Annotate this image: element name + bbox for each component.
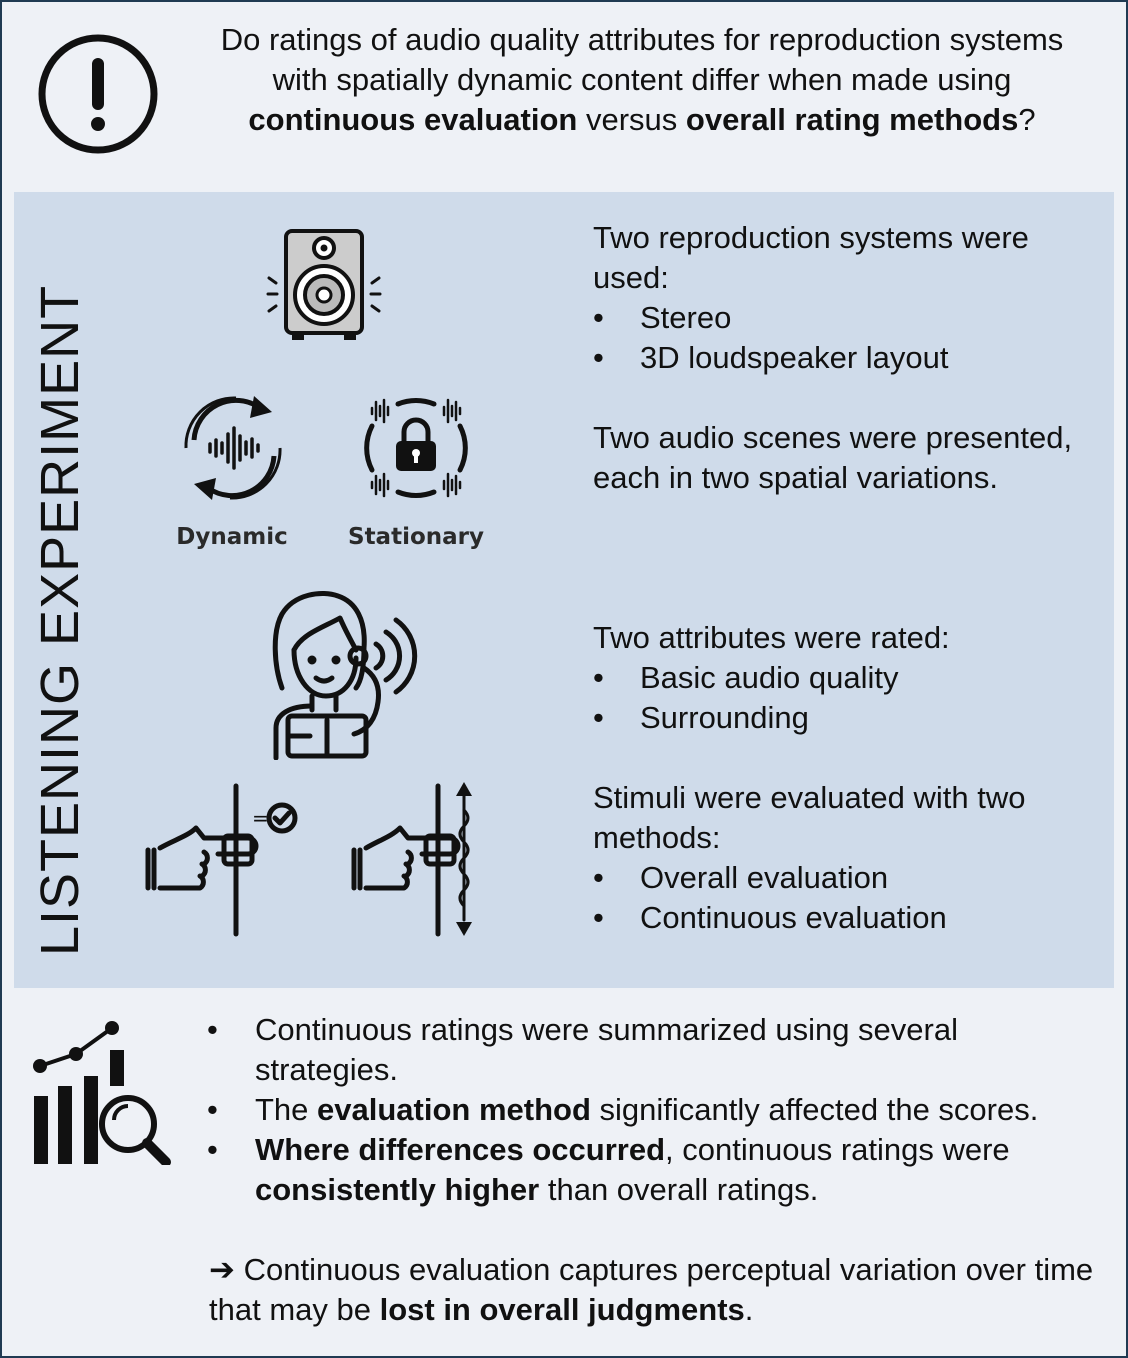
stationary-audio-icon (354, 388, 478, 508)
attributes-item-baq: • Basic audio quality (593, 658, 1093, 698)
scenes-text: Two audio scenes were presented, each in two spatial variations. (593, 420, 1073, 495)
systems-intro: Two reproduction systems were used: (593, 220, 1029, 295)
continuous-slider-icon (346, 780, 496, 940)
overall-slider-icon (144, 780, 304, 940)
exclamation-circle-icon (36, 32, 160, 156)
analytics-magnifier-icon (32, 1020, 172, 1165)
methods-block (593, 778, 1093, 938)
attributes-item-surrounding: • Surrounding (593, 698, 1093, 738)
loudspeaker-icon (264, 226, 384, 344)
results-section (2, 992, 1126, 1352)
finding-item: • The evaluation method significantly affected the scores. (207, 1090, 1107, 1130)
listening-experiment-section (14, 192, 1114, 988)
dynamic-caption: Dynamic (176, 524, 288, 550)
finding-item: • Where differences occurred, continuous ratings were consistently higher than overall ratings. (207, 1130, 1107, 1210)
listener-icon (260, 588, 440, 760)
reproduction-systems-block (593, 218, 1093, 378)
methods-intro: Stimuli were evaluated with two methods: (593, 780, 1026, 855)
conclusion-text: ➔ Continuous evaluation captures perceptual variation over time that may be lost in overall judgments. (209, 1252, 1094, 1327)
systems-item-stereo: • Stereo (593, 298, 1093, 338)
svg-text:=: = (252, 806, 269, 830)
research-question: Do ratings of audio quality attributes for reproduction systems with spatially dynamic content differ when made using continuous evaluation versus overall rating methods? (220, 22, 1064, 137)
research-question-section (2, 2, 1126, 192)
finding-item: • Continuous ratings were summarized using several strategies. (207, 1010, 1107, 1090)
stationary-caption: Stationary (348, 524, 484, 550)
attributes-intro: Two attributes were rated: (593, 620, 950, 655)
findings-list (207, 1010, 1107, 1210)
methods-item-overall: • Overall evaluation (593, 858, 1093, 898)
listening-experiment-label: LISTENING EXPERIMENT (30, 284, 90, 956)
dynamic-audio-icon (172, 388, 294, 508)
attributes-block (593, 618, 1093, 738)
arrow-right-icon: ➔ (209, 1252, 235, 1287)
audio-scenes-block (593, 418, 1093, 498)
methods-item-continuous: • Continuous evaluation (593, 898, 1093, 938)
systems-item-3d: • 3D loudspeaker layout (593, 338, 1093, 378)
